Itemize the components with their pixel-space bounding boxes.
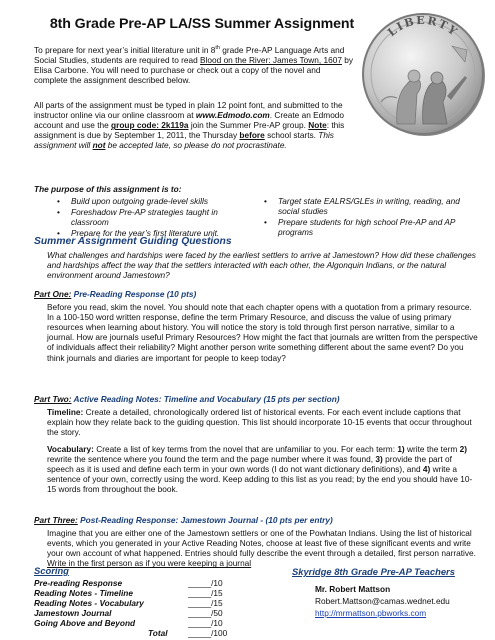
score-row-label: Reading Notes - Vocabulary: [34, 598, 144, 608]
total-value: _____/100: [188, 628, 228, 638]
score-row-value: _____/10: [188, 618, 223, 628]
part-three-heading: Part Three: Post-Reading Response: Jamestown Journal - (10 pts per entry): [34, 515, 333, 525]
vocabulary-instructions: Vocabulary: Create a list of key terms from the novel that are unfamiliar to you. For each term: 1) write the term 2) rewrite the sentence where you found the term and the page number where it was found, 3) provide the part of speech as it is used and define each term in your own words (I do not want dictionary definitions), and 4) write a sentence of your own, correctly using the word. Keep adding to this list as you read; by the end you should have 10-15 words from throughout the book.: [47, 444, 473, 495]
list-item: • Prepare students for high school Pre-AP and AP programs: [264, 217, 456, 238]
score-row-label: Pre-reading Response: [34, 578, 123, 588]
purpose-list-left: [55, 196, 240, 239]
part-three-text: Imagine that you are either one of the Jamestown settlers or one of the Powhatan Indians. Using the list of historical events, which you generated in your Active Reading Notes, choose at least five of these significant events and write your own account of what happened. Entries should fully describe the event through a detailed, first person narrative. Write in the first person as if you were keeping a journal: [47, 528, 476, 569]
scoring-heading: Scoring: [34, 565, 69, 576]
requirements-paragraph: All parts of the assignment must be typed in plain 12 point font, and submitted to the instructor online via our online classroom at www.Edmodo.com. Create an Edmodo account and use the group code: 2k119a join the Summer Pre-AP group. Note: this assignment is due by September 1, 2011, the Thursday before school starts. This assignment will not be accepted late, so please do not procrastinate.: [34, 100, 345, 151]
group-code: group code: 2k119a: [111, 120, 189, 131]
part-one-text: Before you read, skim the novel. You should note that each chapter opens with a quotation from a primary resource. In a 100-150 word written response, define the term Primary Resource, and discuss the value of using primary resources when learning about history. You will notice the story is told through first person narrative, similar to a journal. How are journals useful Primary Resources? How might the fact that journals are written from the perspective of individuals affect their reliability? Might another person write something different about the same event? Do you think journals and diaries are important for people to keep today?: [47, 302, 478, 363]
edmodo-site: www.Edmodo.com: [195, 110, 270, 121]
page-title: 8th Grade Pre-AP LA/SS Summer Assignment: [49, 16, 355, 32]
book-title: Blood on the River: James Town, 1607: [200, 55, 342, 66]
part-one-heading: Part One: Pre-Reading Response (10 pts): [34, 289, 197, 299]
score-row-label: Reading Notes - Timeline: [34, 588, 133, 598]
score-row-label: Going Above and Beyond: [34, 618, 136, 628]
guiding-questions-heading: Summer Assignment Guiding Questions: [34, 236, 232, 247]
timeline-instructions: Timeline: Create a detailed, chronologically ordered list of historical events. For each event include captions that explain how they relate back to the guiding question. This list should incorporate 10-15 events that occur throughout the story.: [47, 407, 472, 438]
purpose-heading: The purpose of this assignment is to:: [34, 184, 182, 194]
list-item: • Target state EALRS/GLEs in writing, reading, and social studies: [264, 196, 460, 217]
score-row-value: _____/10: [188, 578, 223, 588]
purpose-list-right: [262, 196, 477, 238]
teacher-website-link[interactable]: http://mrmattson.pbworks.com: [315, 608, 427, 618]
list-item: • Build upon outgoing grade-level skills: [57, 196, 208, 206]
score-row-value: _____/50: [188, 608, 223, 618]
teachers-heading: Skyridge 8th Grade Pre-AP Teachers: [292, 566, 455, 577]
list-item: • Foreshadow Pre-AP strategies taught in classroom: [57, 207, 218, 228]
guiding-questions-text: What challenges and hardships were faced by the earliest settlers to arrive at Jamestown? How did these challenges and hardships affect the way that the settlers interacted with each other, the Algonquin Indians, or the natural environment around Jamestown?: [47, 250, 476, 281]
list-item: • Prepare for the year’s first literature unit.: [57, 228, 220, 239]
teacher-email: Robert.Mattson@camas.wednet.edu: [315, 596, 450, 606]
intro-paragraph: To prepare for next year’s initial literature unit in 8th grade Pre-AP Language Arts and Social Studies, students are required to read Blood on the River: James Town, 1607 by Elisa Carbone. You will need to purchase or check out a copy of the novel and complete the assignment described below.: [34, 45, 354, 86]
score-row-label: Jamestown Journal: [34, 608, 112, 618]
score-row-value: _____/15: [188, 588, 223, 598]
total-label: Total: [148, 628, 168, 638]
score-row-value: _____/15: [188, 598, 223, 608]
part-two-heading: Part Two: Active Reading Notes: Timeline and Vocabulary (15 pts per section): [34, 394, 340, 404]
teacher-name: Mr. Robert Mattson: [315, 584, 391, 594]
coin-inscription: LIBERTY: [385, 13, 461, 40]
liberty-coin-image: [357, 6, 487, 139]
